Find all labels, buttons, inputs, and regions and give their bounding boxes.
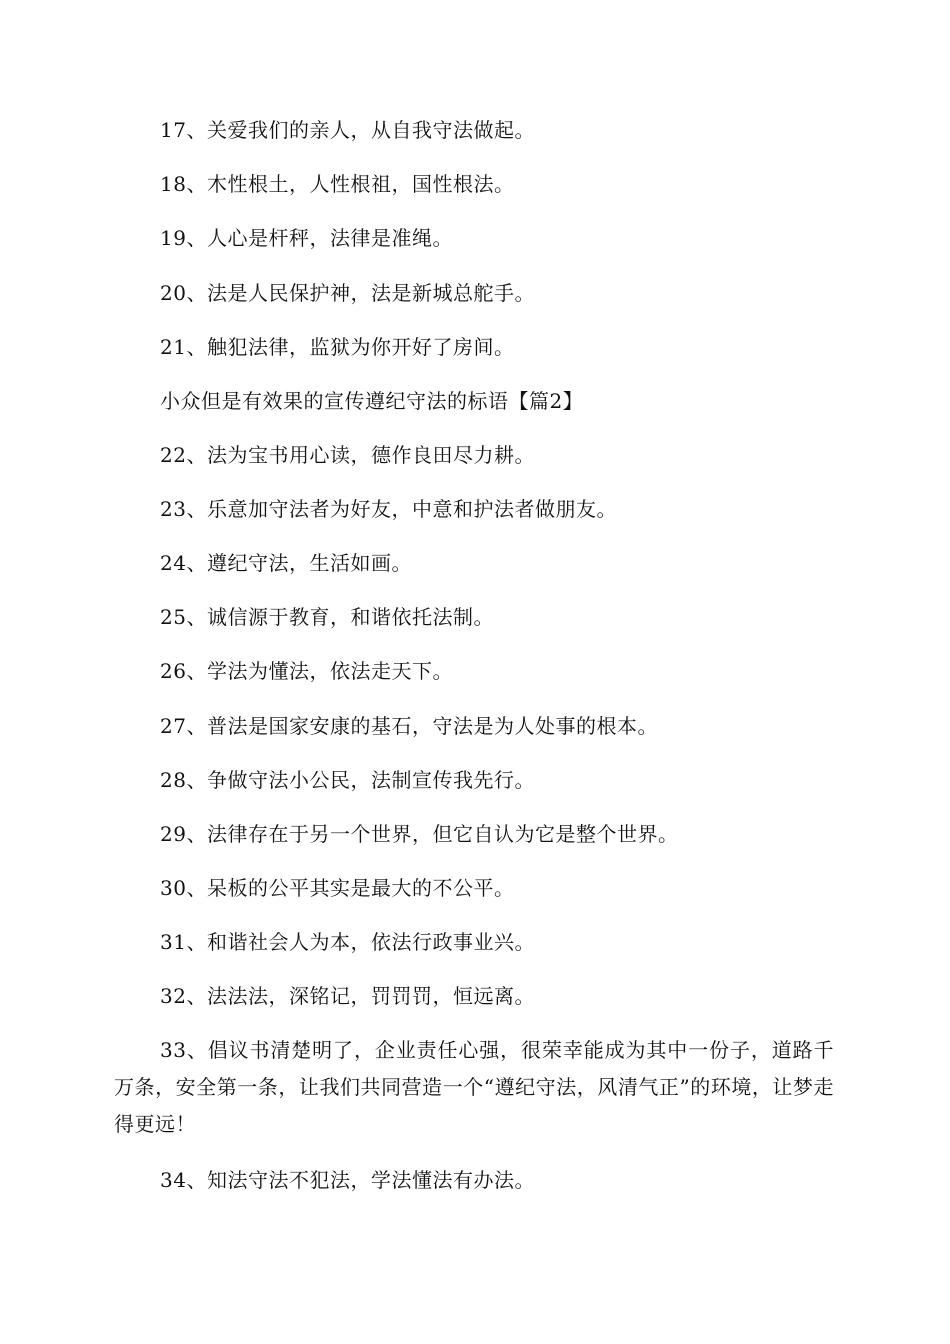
slogan-31: 31、和谐社会人为本，依法行政事业兴。 bbox=[160, 930, 535, 954]
slogan-23: 23、乐意加守法者为好友，中意和护法者做朋友。 bbox=[160, 497, 617, 521]
slogan-24: 24、遵纪守法，生活如画。 bbox=[160, 551, 412, 575]
slogan-26: 26、学法为懂法，依法走天下。 bbox=[160, 659, 453, 683]
slogan-28: 28、争做守法小公民，法制宣传我先行。 bbox=[160, 768, 535, 792]
section-heading: 小众但是有效果的宣传遵纪守法的标语【篇2】 bbox=[160, 389, 584, 413]
slogan-20: 20、法是人民保护神，法是新城总舵手。 bbox=[160, 281, 535, 305]
slogan-32: 32、法法法，深铭记，罚罚罚，恒远离。 bbox=[160, 984, 535, 1008]
slogan-17: 17、关爱我们的亲人，从自我守法做起。 bbox=[160, 118, 535, 142]
slogan-22: 22、法为宝书用心读，德作良田尽力耕。 bbox=[160, 443, 535, 467]
slogan-19: 19、人心是杆秤，法律是准绳。 bbox=[160, 226, 453, 250]
slogan-21: 21、触犯法律，监狱为你开好了房间。 bbox=[160, 335, 515, 359]
slogan-25: 25、诚信源于教育，和谐依托法制。 bbox=[160, 605, 494, 629]
slogan-29: 29、法律存在于另一个世界，但它自认为它是整个世界。 bbox=[160, 822, 679, 846]
slogan-27: 27、普法是国家安康的基石，守法是为人处事的根本。 bbox=[160, 714, 658, 738]
slogan-34: 34、知法守法不犯法，学法懂法有办法。 bbox=[160, 1168, 535, 1192]
slogan-18: 18、木性根土，人性根祖，国性根法。 bbox=[160, 172, 515, 196]
slogan-33-paragraph: 33、倡议书清楚明了，企业责任心强，很荣幸能成为其中一份子，道路千万条，安全第一条，让我们共同营造一个“遵纪守法，风清气正”的环境，让梦走得更远！ bbox=[114, 1038, 834, 1136]
slogan-30: 30、呆板的公平其实是最大的不公平。 bbox=[160, 876, 515, 900]
